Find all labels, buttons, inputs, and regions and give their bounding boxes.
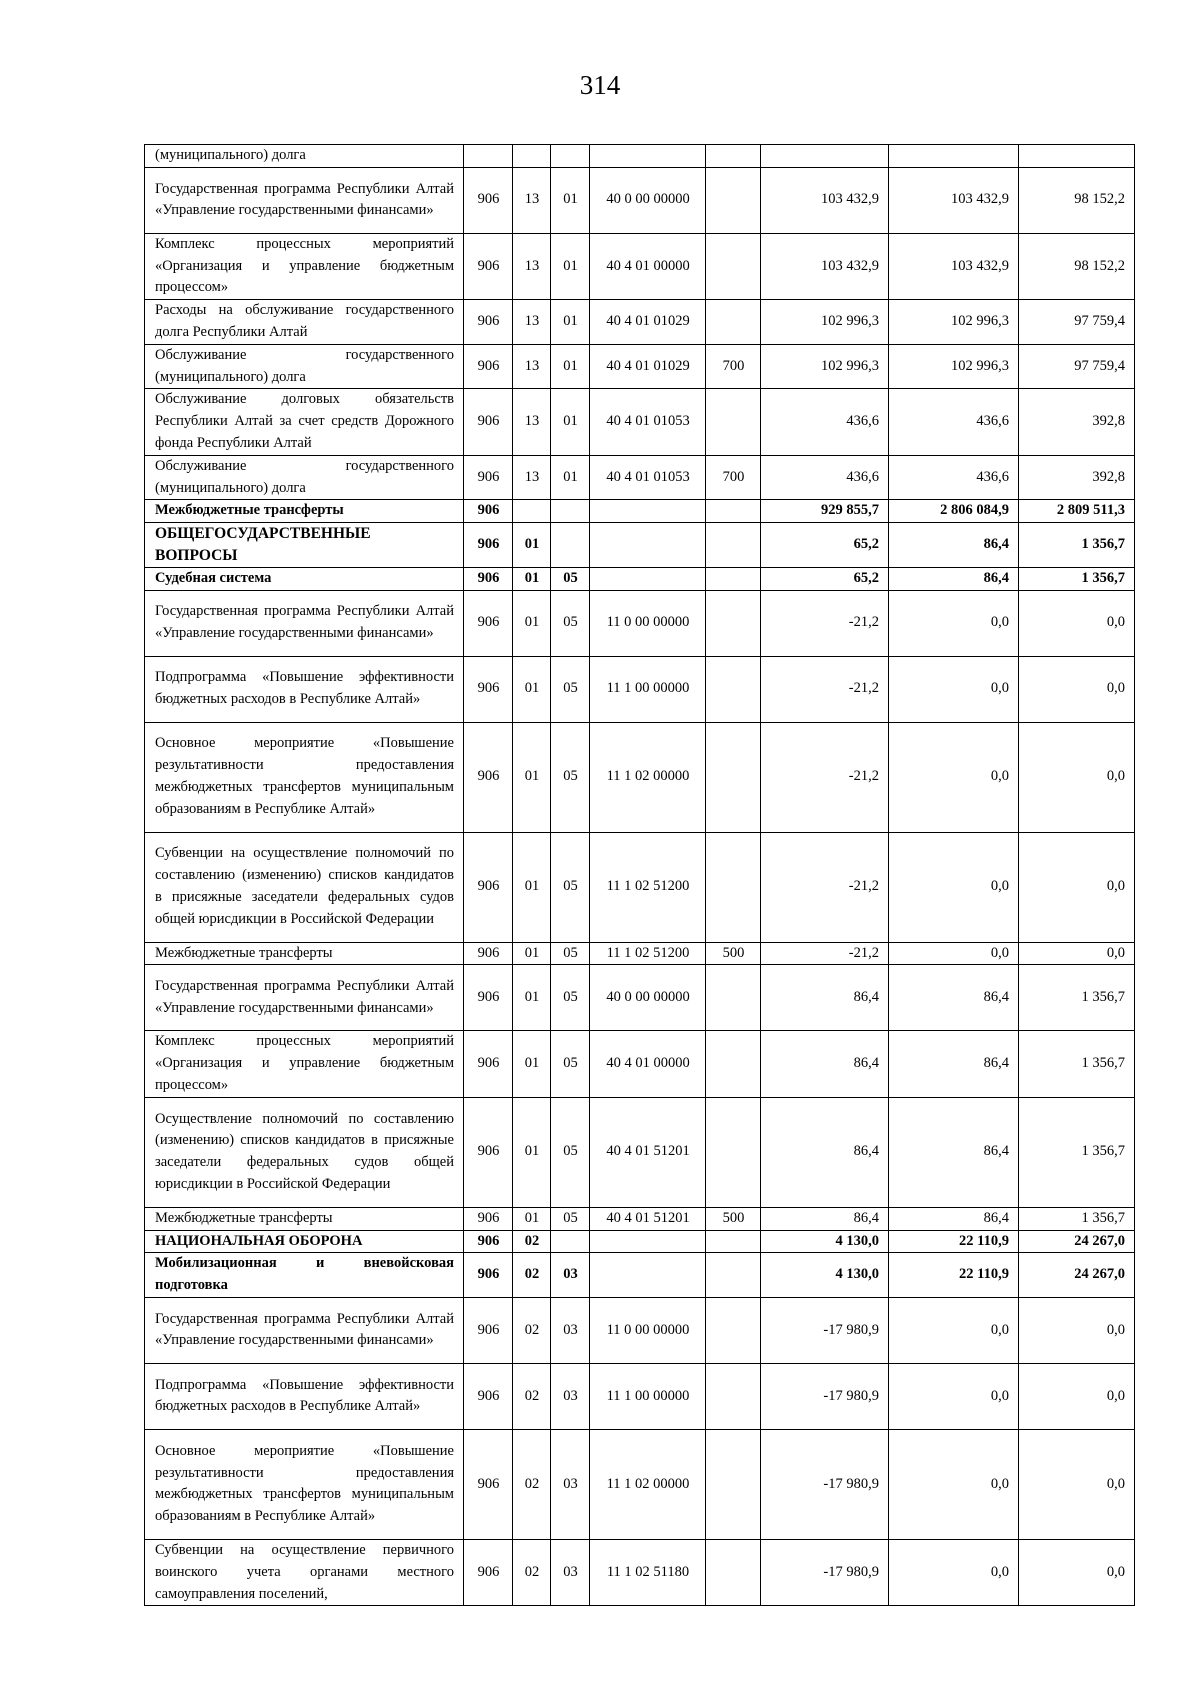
subsection-code: 03 <box>551 1253 590 1298</box>
table-row <box>145 722 1135 832</box>
table-row <box>145 1253 1135 1298</box>
table-row <box>145 1031 1135 1097</box>
amount-year-3: 0,0 <box>1019 942 1135 965</box>
subsection-code: 05 <box>551 965 590 1031</box>
admin-code: 906 <box>464 389 513 455</box>
target-article-code <box>590 1230 706 1253</box>
admin-code: 906 <box>464 523 513 568</box>
row-name: Государственная программа Республики Алтай «Управление государственными финансами» <box>145 167 464 233</box>
page-number: 314 <box>579 70 621 100</box>
subsection-code: 01 <box>551 389 590 455</box>
amount-year-1: -17 980,9 <box>761 1539 889 1605</box>
amount-year-3: 0,0 <box>1019 590 1135 656</box>
admin-code: 906 <box>464 656 513 722</box>
amount-year-1: 929 855,7 <box>761 500 889 523</box>
amount-year-2: 103 432,9 <box>889 167 1019 233</box>
expense-type-code <box>706 523 761 568</box>
table-row <box>145 389 1135 455</box>
subsection-code: 03 <box>551 1363 590 1429</box>
amount-year-2: 86,4 <box>889 965 1019 1031</box>
amount-year-1: 102 996,3 <box>761 300 889 345</box>
table-row <box>145 523 1135 568</box>
admin-code: 906 <box>464 455 513 500</box>
subsection-code: 01 <box>551 167 590 233</box>
expense-type-code <box>706 567 761 590</box>
amount-year-3: 0,0 <box>1019 1539 1135 1605</box>
section-code: 13 <box>513 300 551 345</box>
expense-type-code <box>706 1539 761 1605</box>
expense-type-code <box>706 300 761 345</box>
target-article-code: 40 0 00 00000 <box>590 167 706 233</box>
row-name: НАЦИОНАЛЬНАЯ ОБОРОНА <box>145 1230 464 1253</box>
table-row <box>145 455 1135 500</box>
amount-year-3: 0,0 <box>1019 832 1135 942</box>
amount-year-2: 0,0 <box>889 722 1019 832</box>
subsection-code <box>551 500 590 523</box>
expense-type-code <box>706 590 761 656</box>
section-code <box>513 145 551 168</box>
amount-year-2: 0,0 <box>889 1363 1019 1429</box>
amount-year-3 <box>1019 145 1135 168</box>
expense-type-code <box>706 1253 761 1298</box>
amount-year-2: 103 432,9 <box>889 233 1019 299</box>
amount-year-3: 1 356,7 <box>1019 567 1135 590</box>
admin-code <box>464 145 513 168</box>
table-row <box>145 656 1135 722</box>
amount-year-1: 86,4 <box>761 965 889 1031</box>
expense-type-code <box>706 145 761 168</box>
section-code: 01 <box>513 965 551 1031</box>
expense-type-code: 700 <box>706 455 761 500</box>
amount-year-1: -21,2 <box>761 656 889 722</box>
table-row <box>145 145 1135 168</box>
amount-year-1: -17 980,9 <box>761 1429 889 1539</box>
admin-code: 906 <box>464 1539 513 1605</box>
row-name: Подпрограмма «Повышение эффективности бюджетных расходов в Республике Алтай» <box>145 656 464 722</box>
row-name: Межбюджетные трансферты <box>145 1207 464 1230</box>
admin-code: 906 <box>464 1363 513 1429</box>
section-code: 02 <box>513 1297 551 1363</box>
row-name: Обслуживание долговых обязательств Республики Алтай за счет средств Дорожного фонда Республики Алтай <box>145 389 464 455</box>
subsection-code: 03 <box>551 1429 590 1539</box>
amount-year-3: 0,0 <box>1019 1297 1135 1363</box>
target-article-code: 40 4 01 51201 <box>590 1207 706 1230</box>
expense-type-code <box>706 1097 761 1207</box>
admin-code: 906 <box>464 1253 513 1298</box>
target-article-code: 11 1 02 51180 <box>590 1539 706 1605</box>
amount-year-1: 103 432,9 <box>761 167 889 233</box>
subsection-code: 05 <box>551 1207 590 1230</box>
expense-type-code <box>706 832 761 942</box>
amount-year-3: 0,0 <box>1019 656 1135 722</box>
row-name: Межбюджетные трансферты <box>145 942 464 965</box>
admin-code: 906 <box>464 1429 513 1539</box>
expense-type-code <box>706 1297 761 1363</box>
target-article-code: 11 1 02 00000 <box>590 722 706 832</box>
amount-year-1 <box>761 145 889 168</box>
amount-year-2: 0,0 <box>889 1429 1019 1539</box>
amount-year-2: 0,0 <box>889 656 1019 722</box>
target-article-code <box>590 500 706 523</box>
subsection-code: 01 <box>551 455 590 500</box>
amount-year-3: 97 759,4 <box>1019 344 1135 389</box>
admin-code: 906 <box>464 1230 513 1253</box>
row-name: Комплекс процессных мероприятий «Организация и управление бюджетным процессом» <box>145 1031 464 1097</box>
expense-type-code <box>706 965 761 1031</box>
subsection-code: 05 <box>551 1031 590 1097</box>
table-row <box>145 233 1135 299</box>
section-code: 01 <box>513 1207 551 1230</box>
section-code: 13 <box>513 344 551 389</box>
table-row <box>145 567 1135 590</box>
admin-code: 906 <box>464 1097 513 1207</box>
admin-code: 906 <box>464 942 513 965</box>
table-row <box>145 1230 1135 1253</box>
subsection-code: 05 <box>551 567 590 590</box>
amount-year-2: 86,4 <box>889 1207 1019 1230</box>
subsection-code: 05 <box>551 656 590 722</box>
admin-code: 906 <box>464 344 513 389</box>
admin-code: 906 <box>464 832 513 942</box>
amount-year-3: 1 356,7 <box>1019 1207 1135 1230</box>
row-name: ОБЩЕГОСУДАРСТВЕННЫЕ ВОПРОСЫ <box>145 523 464 568</box>
amount-year-1: 4 130,0 <box>761 1253 889 1298</box>
expense-type-code <box>706 656 761 722</box>
section-code <box>513 500 551 523</box>
subsection-code: 05 <box>551 942 590 965</box>
section-code: 13 <box>513 389 551 455</box>
amount-year-1: 65,2 <box>761 523 889 568</box>
expense-type-code: 500 <box>706 1207 761 1230</box>
amount-year-2: 22 110,9 <box>889 1253 1019 1298</box>
amount-year-1: 65,2 <box>761 567 889 590</box>
subsection-code: 05 <box>551 1097 590 1207</box>
amount-year-1: 103 432,9 <box>761 233 889 299</box>
admin-code: 906 <box>464 233 513 299</box>
admin-code: 906 <box>464 167 513 233</box>
table-row <box>145 1539 1135 1605</box>
admin-code: 906 <box>464 965 513 1031</box>
table-row <box>145 832 1135 942</box>
subsection-code: 03 <box>551 1297 590 1363</box>
table-row <box>145 590 1135 656</box>
expense-type-code <box>706 500 761 523</box>
target-article-code <box>590 567 706 590</box>
amount-year-2: 0,0 <box>889 1297 1019 1363</box>
amount-year-2: 0,0 <box>889 1539 1019 1605</box>
amount-year-1: 86,4 <box>761 1031 889 1097</box>
subsection-code: 01 <box>551 344 590 389</box>
target-article-code <box>590 1253 706 1298</box>
expense-type-code <box>706 1429 761 1539</box>
section-code: 01 <box>513 1097 551 1207</box>
section-code: 13 <box>513 167 551 233</box>
expense-type-code <box>706 1230 761 1253</box>
admin-code: 906 <box>464 1207 513 1230</box>
target-article-code: 11 1 02 51200 <box>590 832 706 942</box>
target-article-code: 40 4 01 01053 <box>590 389 706 455</box>
row-name: Субвенции на осуществление первичного воинского учета органами местного самоуправления поселений, <box>145 1539 464 1605</box>
amount-year-1: 86,4 <box>761 1097 889 1207</box>
section-code: 13 <box>513 233 551 299</box>
amount-year-1: 86,4 <box>761 1207 889 1230</box>
expense-type-code <box>706 233 761 299</box>
target-article-code: 40 4 01 01053 <box>590 455 706 500</box>
target-article-code: 11 1 02 00000 <box>590 1429 706 1539</box>
row-name: Государственная программа Республики Алтай «Управление государственными финансами» <box>145 590 464 656</box>
table-row <box>145 500 1135 523</box>
amount-year-1: -21,2 <box>761 590 889 656</box>
amount-year-3: 98 152,2 <box>1019 167 1135 233</box>
section-code: 01 <box>513 942 551 965</box>
row-name: Подпрограмма «Повышение эффективности бюджетных расходов в Республике Алтай» <box>145 1363 464 1429</box>
table-row <box>145 965 1135 1031</box>
section-code: 02 <box>513 1429 551 1539</box>
admin-code: 906 <box>464 1297 513 1363</box>
row-name: Обслуживание государственного (муниципального) долга <box>145 455 464 500</box>
target-article-code: 40 4 01 01029 <box>590 344 706 389</box>
amount-year-2: 2 806 084,9 <box>889 500 1019 523</box>
amount-year-1: -21,2 <box>761 942 889 965</box>
amount-year-3: 98 152,2 <box>1019 233 1135 299</box>
expense-type-code <box>706 722 761 832</box>
row-name: Межбюджетные трансферты <box>145 500 464 523</box>
expense-type-code <box>706 1031 761 1097</box>
amount-year-1: -17 980,9 <box>761 1363 889 1429</box>
subsection-code <box>551 1230 590 1253</box>
amount-year-3: 1 356,7 <box>1019 523 1135 568</box>
admin-code: 906 <box>464 500 513 523</box>
amount-year-1: -17 980,9 <box>761 1297 889 1363</box>
amount-year-3: 392,8 <box>1019 455 1135 500</box>
admin-code: 906 <box>464 722 513 832</box>
amount-year-3: 1 356,7 <box>1019 1097 1135 1207</box>
row-name: Осуществление полномочий по составлению (изменению) списков кандидатов в присяжные заседатели федеральных судов общей юрисдикции в Российской Федерации <box>145 1097 464 1207</box>
table-row <box>145 300 1135 345</box>
subsection-code: 05 <box>551 722 590 832</box>
expense-type-code <box>706 1363 761 1429</box>
amount-year-2: 102 996,3 <box>889 300 1019 345</box>
table-row <box>145 942 1135 965</box>
amount-year-2: 86,4 <box>889 1031 1019 1097</box>
table-row <box>145 1363 1135 1429</box>
amount-year-3: 392,8 <box>1019 389 1135 455</box>
admin-code: 906 <box>464 590 513 656</box>
expense-type-code: 500 <box>706 942 761 965</box>
amount-year-2: 0,0 <box>889 590 1019 656</box>
row-name: Субвенции на осуществление полномочий по составлению (изменению) списков кандидатов в присяжные заседатели федеральных судов общей юрисдикции в Российской Федерации <box>145 832 464 942</box>
expense-type-code <box>706 167 761 233</box>
row-name: Комплекс процессных мероприятий «Организация и управление бюджетным процессом» <box>145 233 464 299</box>
row-name: Государственная программа Республики Алтай «Управление государственными финансами» <box>145 1297 464 1363</box>
amount-year-3: 2 809 511,3 <box>1019 500 1135 523</box>
target-article-code: 11 1 00 00000 <box>590 656 706 722</box>
section-code: 01 <box>513 656 551 722</box>
section-code: 13 <box>513 455 551 500</box>
admin-code: 906 <box>464 567 513 590</box>
subsection-code: 01 <box>551 233 590 299</box>
section-code: 01 <box>513 567 551 590</box>
section-code: 01 <box>513 832 551 942</box>
amount-year-3: 24 267,0 <box>1019 1230 1135 1253</box>
amount-year-2: 102 996,3 <box>889 344 1019 389</box>
target-article-code: 11 1 02 51200 <box>590 942 706 965</box>
target-article-code: 11 0 00 00000 <box>590 1297 706 1363</box>
row-name: (муниципального) долга <box>145 145 464 168</box>
subsection-code <box>551 523 590 568</box>
admin-code: 906 <box>464 300 513 345</box>
section-code: 01 <box>513 1031 551 1097</box>
subsection-code: 01 <box>551 300 590 345</box>
row-name: Основное мероприятие «Повышение результативности предоставления межбюджетных трансфертов муниципальным образованиям в Республике Алтай» <box>145 1429 464 1539</box>
target-article-code <box>590 145 706 168</box>
expense-type-code <box>706 389 761 455</box>
target-article-code: 40 4 01 00000 <box>590 233 706 299</box>
row-name: Мобилизационная и вневойсковая подготовка <box>145 1253 464 1298</box>
amount-year-2 <box>889 145 1019 168</box>
row-name: Обслуживание государственного (муниципального) долга <box>145 344 464 389</box>
amount-year-1: -21,2 <box>761 832 889 942</box>
amount-year-1: 436,6 <box>761 455 889 500</box>
amount-year-2: 0,0 <box>889 832 1019 942</box>
table-row <box>145 1297 1135 1363</box>
target-article-code <box>590 523 706 568</box>
section-code: 01 <box>513 722 551 832</box>
amount-year-3: 1 356,7 <box>1019 965 1135 1031</box>
subsection-code: 03 <box>551 1539 590 1605</box>
subsection-code <box>551 145 590 168</box>
amount-year-2: 436,6 <box>889 455 1019 500</box>
amount-year-3: 0,0 <box>1019 1363 1135 1429</box>
table-row <box>145 167 1135 233</box>
row-name: Государственная программа Республики Алтай «Управление государственными финансами» <box>145 965 464 1031</box>
amount-year-3: 97 759,4 <box>1019 300 1135 345</box>
target-article-code: 11 1 00 00000 <box>590 1363 706 1429</box>
target-article-code: 40 0 00 00000 <box>590 965 706 1031</box>
amount-year-3: 24 267,0 <box>1019 1253 1135 1298</box>
table-row <box>145 344 1135 389</box>
amount-year-1: 102 996,3 <box>761 344 889 389</box>
amount-year-2: 86,4 <box>889 523 1019 568</box>
row-name: Судебная система <box>145 567 464 590</box>
section-code: 02 <box>513 1253 551 1298</box>
expense-type-code: 700 <box>706 344 761 389</box>
amount-year-2: 436,6 <box>889 389 1019 455</box>
amount-year-2: 86,4 <box>889 1097 1019 1207</box>
section-code: 02 <box>513 1363 551 1429</box>
section-code: 01 <box>513 523 551 568</box>
section-code: 02 <box>513 1230 551 1253</box>
row-name: Основное мероприятие «Повышение результативности предоставления межбюджетных трансфертов муниципальным образованиям в Республике Алтай» <box>145 722 464 832</box>
table-row <box>145 1207 1135 1230</box>
amount-year-3: 1 356,7 <box>1019 1031 1135 1097</box>
admin-code: 906 <box>464 1031 513 1097</box>
row-name: Расходы на обслуживание государственного долга Республики Алтай <box>145 300 464 345</box>
table-row <box>145 1097 1135 1207</box>
target-article-code: 40 4 01 00000 <box>590 1031 706 1097</box>
amount-year-2: 86,4 <box>889 567 1019 590</box>
subsection-code: 05 <box>551 832 590 942</box>
amount-year-2: 0,0 <box>889 942 1019 965</box>
amount-year-2: 22 110,9 <box>889 1230 1019 1253</box>
amount-year-1: -21,2 <box>761 722 889 832</box>
amount-year-3: 0,0 <box>1019 1429 1135 1539</box>
target-article-code: 40 4 01 01029 <box>590 300 706 345</box>
amount-year-3: 0,0 <box>1019 722 1135 832</box>
amount-year-1: 4 130,0 <box>761 1230 889 1253</box>
section-code: 02 <box>513 1539 551 1605</box>
amount-year-1: 436,6 <box>761 389 889 455</box>
budget-table <box>144 144 1135 1606</box>
section-code: 01 <box>513 590 551 656</box>
subsection-code: 05 <box>551 590 590 656</box>
target-article-code: 11 0 00 00000 <box>590 590 706 656</box>
target-article-code: 40 4 01 51201 <box>590 1097 706 1207</box>
table-row <box>145 1429 1135 1539</box>
